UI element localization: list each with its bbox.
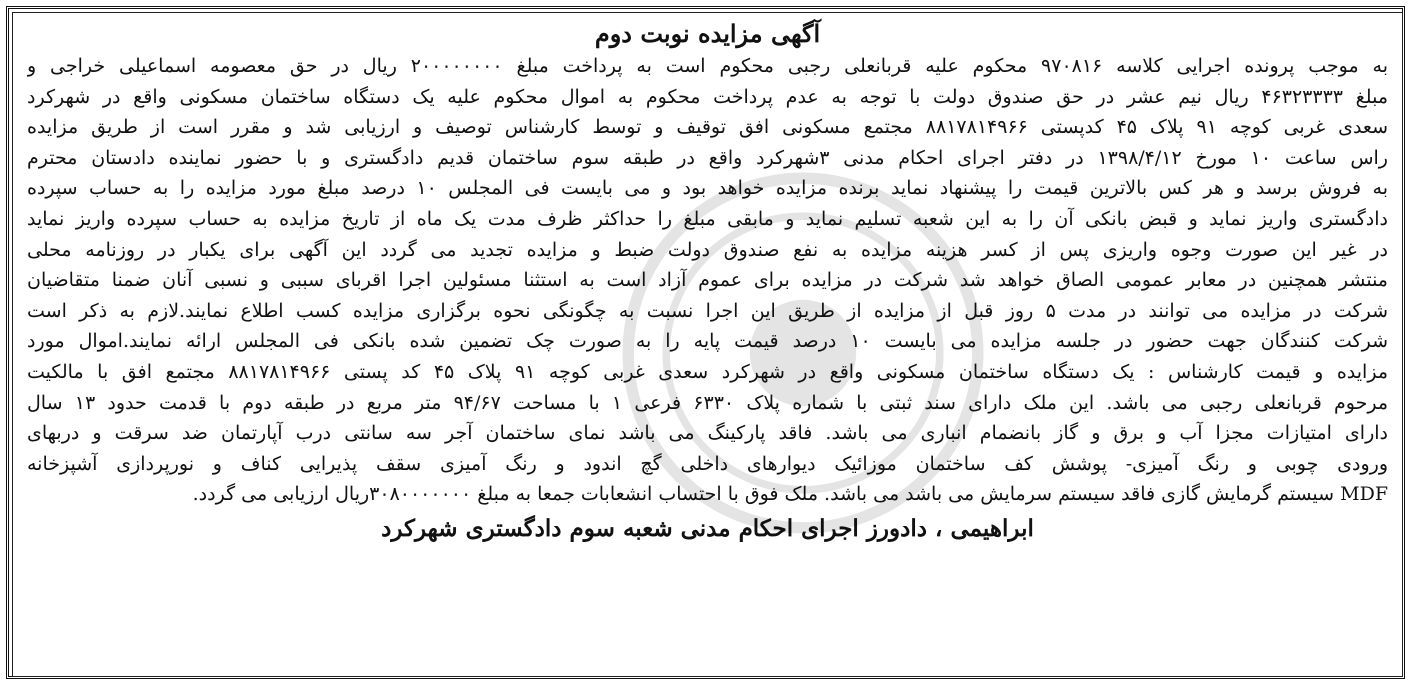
notice-line: دادگستری واریز نماید و قبض بانکی آن را به این شعبه تسلیم نماید و مابقی مبلغ را حداکثر ظرف مدت یک ماه از تاریخ مزایده به حساب سپرده واریز نماید (27, 207, 1388, 230)
notice-line: مزایده و قیمت کارشناس : یک دستگاه ساختمان مسکونی واقع در شهرکرد سعدی غربی کوچه ۹۱ پلاک ۴۵ کد پستی ۸۸۱۷۸۱۴۹۶۶ مجتمع افق با مالکیت (27, 360, 1388, 383)
notice-line: مرحوم قربانعلی رجبی می باشد. این ملک دارای سند ثبتی با شماره پلاک ۶۳۳۰ فرعی ۱ با مساحت ۹۴/۶۷ متر مربع در طبقه دوم با قدمت حدود ۱۳ سال (27, 391, 1388, 414)
notice-box (12, 12, 1403, 677)
notice-line: مبلغ ۴۶۳۲۳۳۳۳ ریال نیم عشر در حق صندوق دولت با توجه به عدم پرداخت محکوم به اموال محکوم علیه یک دستگاه ساختمان مسکونی واقع در شهرکرد (27, 85, 1388, 108)
notice-line: به موجب پرونده اجرایی کلاسه ۹۷۰۸۱۶ محکوم علیه قربانعلی رجبی محکوم است به پرداخت مبلغ ۲۰۰۰۰۰۰۰۰ ریال در حق معصومه اسماعیلی خراجی و (27, 55, 1388, 77)
notice-title: آگهی مزایده نوبت دوم (594, 19, 821, 48)
notice-line: MDF سیستم گرمایش گازی فاقد سیستم سرمایش می باشد می باشد. ملک فوق با احتساب انشعابات جمعا به مبلغ ۳۰۸۰۰۰۰۰۰۰ریال ارزیابی می گردد. (192, 483, 1388, 506)
notice-signature: ابراهیمی ، دادورز اجرای احکام مدنی شعبه سوم دادگستری شهرکرد (381, 514, 1034, 542)
notice-line: به فروش برسد و هر کس بالاترین قیمت را پیشنهاد نماید برنده مزایده خواهد بود و می بایست فی المجلس ۱۰ درصد مبلغ مورد مزایده را به حساب سپرده (27, 177, 1388, 200)
notice-line: در غیر این صورت وجوه واریزی پس از کسر هزینه مزایده به نفع صندوق دولت ضبط و مزایده تجدید می گردد این آگهی برای یکبار در روزنامه محلی (27, 238, 1388, 261)
notice-line: سعدی غربی کوچه ۹۱ پلاک ۴۵ کدپستی ۸۸۱۷۸۱۴۹۶۶ مجتمع مسکونی افق توقیف و توسط کارشناس توصیف و ارزیابی شد و مقرر است از طریق مزایده (27, 116, 1388, 139)
notice-line: شرکت کنندگان جهت حضور در جلسه مزایده می بایست ۱۰ درصد قیمت پایه را به صورت چک تضمین شده بانکی فی المجلس ارائه نمایند.اموال مورد (27, 330, 1388, 353)
notice-line: شرکت در مزایده می توانند در مدت ۵ روز قبل از مزایده از طریق این اجرا نسبت به چگونگی نحوه برگزاری مزایده کسب اطلاع نمایند.لازم به ذکر است (27, 299, 1388, 322)
notice-line: دارای امتیازات مجزا آب و برق و گاز بانضمام انباری می باشد. فاقد پارکینگ می باشد نمای ساختمان آجر سه سانتی درب آپارتمان ضد سرقت و دربهای (27, 422, 1388, 445)
notice-body (27, 51, 1388, 510)
notice-line: راس ساعت ۱۰ مورخ ۱۳۹۸/۴/۱۲ در دفتر اجرای احکام مدنی ۳شهرکرد واقع در طبقه سوم ساختمان قدیم دادگستری و با حضور نماینده دادستان محترم (27, 146, 1388, 169)
notice-line: منتشر همچنین در معابر عمومی الصاق خواهد شد شرکت در مزایده برای عموم آزاد است به استثنا مسئولین اجرا اقربای سببی و نسبی آنان ضمنا متقاضیان (27, 269, 1388, 292)
notice-line: ورودی چوبی و رنگ آمیزی- پوشش کف ساختمان موزائیک دیوارهای داخلی گچ اندود و رنگ آمیزی سقف پذیرایی کناف و نورپردازی آشپزخانه (27, 452, 1388, 475)
